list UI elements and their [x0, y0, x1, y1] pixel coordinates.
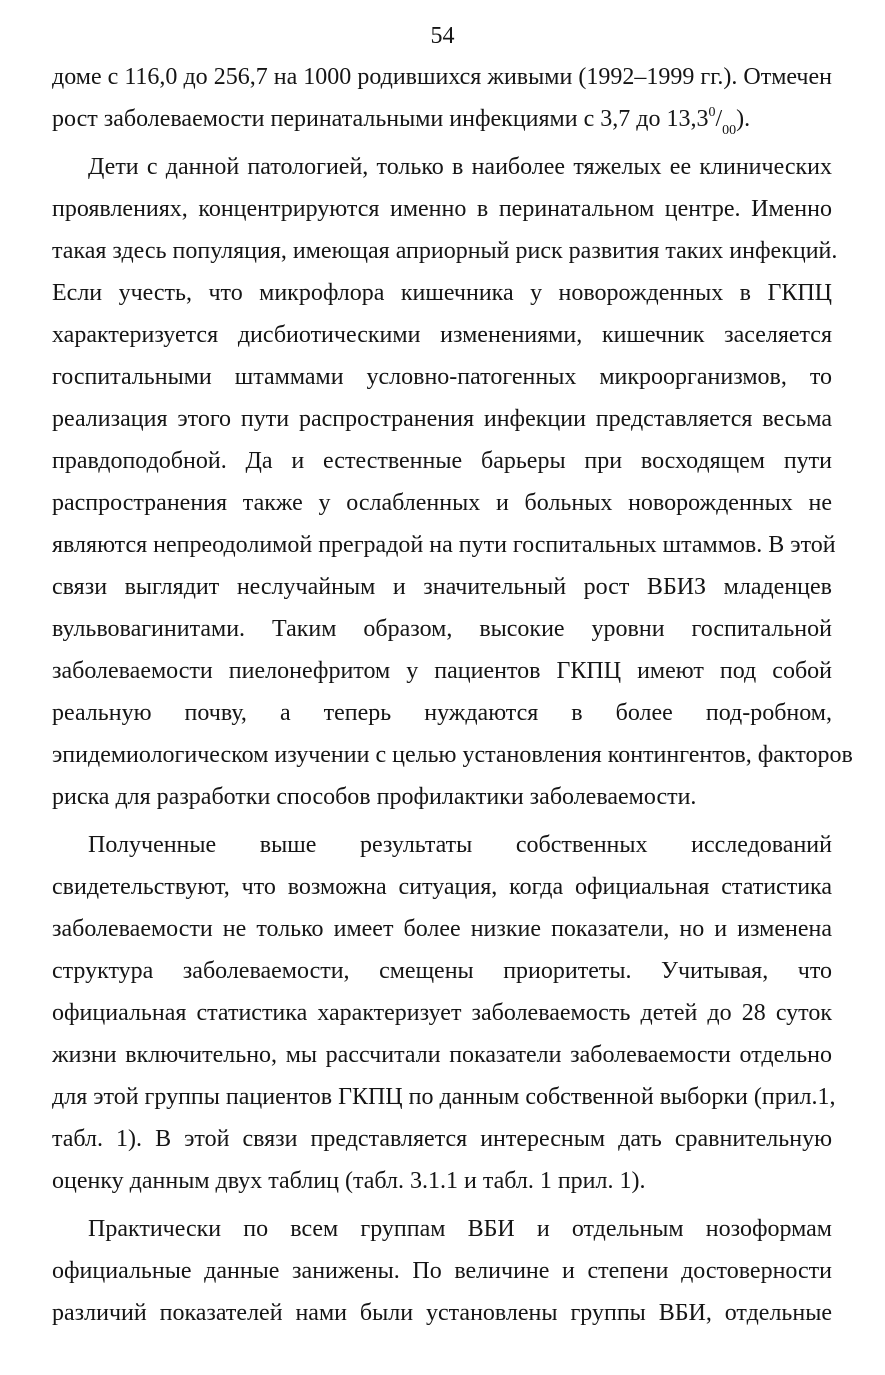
- text-line: различий показателей нами были установлены группы ВБИ, отдельные: [52, 1300, 832, 1326]
- text-line: характеризуется дисбиотическими изменениями, кишечник заселяется: [52, 322, 832, 348]
- text-line: жизни включительно, мы рассчитали показатели заболеваемости отдельно: [52, 1042, 832, 1068]
- superscript: 0: [708, 105, 716, 120]
- text-line: являются непреодолимой преградой на пути госпитальных штаммов. В этой: [52, 532, 836, 558]
- text-line: официальная статистика характеризует заболеваемость детей до 28 суток: [52, 1000, 832, 1026]
- paragraph: [52, 146, 853, 818]
- text-line: свидетельствуют, что возможна ситуация, когда официальная статистика: [52, 874, 832, 900]
- text-line: риска для разработки способов профилактики заболеваемости.: [52, 784, 697, 810]
- paragraph: [52, 1208, 832, 1334]
- text-line: распространения также у ослабленных и больных новорожденных не: [52, 490, 832, 516]
- text-line: правдоподобной. Да и естественные барьеры при восходящем пути: [52, 448, 832, 474]
- text-line: оценку данным двух таблиц (табл. 3.1.1 и табл. 1 прил. 1).: [52, 1168, 646, 1194]
- text-line: табл. 1). В этой связи представляется интересным дать сравнительную: [52, 1126, 832, 1152]
- text-line: для этой группы пациентов ГКПЦ по данным собственной выборки (прил.1,: [52, 1084, 836, 1110]
- text-line: заболеваемости не только имеет более низкие показатели, но и изменена: [52, 916, 832, 942]
- text-line: заболеваемости пиелонефритом у пациентов ГКПЦ имеют под собой: [52, 658, 832, 684]
- paragraph: [52, 98, 832, 140]
- text-line: вульвовагинитами. Таким образом, высокие уровни госпитальной: [52, 616, 832, 642]
- paragraph: [52, 824, 836, 1202]
- text-line: Если учесть, что микрофлора кишечника у новорожденных в ГКПЦ: [52, 280, 832, 306]
- text-line: структура заболеваемости, смещены приоритеты. Учитывая, что: [52, 958, 832, 984]
- paragraph: [52, 56, 832, 98]
- text-line: [52, 98, 832, 140]
- text-line: Полученные выше результаты собственных исследований: [88, 832, 832, 858]
- text-line: реализация этого пути распространения инфекции представляется весьма: [52, 406, 832, 432]
- text-line: Практически по всем группам ВБИ и отдельным нозоформам: [88, 1216, 832, 1242]
- text-line: официальные данные занижены. По величине и степени достоверности: [52, 1258, 832, 1284]
- text-run: ).: [736, 106, 751, 132]
- subscript: 00: [722, 122, 737, 138]
- text-line: госпитальными штаммами условно-патогенных микроорганизмов, то: [52, 364, 832, 390]
- body-text: [52, 56, 853, 1334]
- text-run: рост заболеваемости перинатальными инфекциями с 3,7 до 13,3: [52, 106, 709, 132]
- text-line: связи выглядит неслучайным и значительный рост ВБИЗ младенцев: [52, 574, 832, 600]
- text-line: Дети с данной патологией, только в наиболее тяжелых ее клинических: [88, 154, 832, 180]
- text-line: доме с 116,0 до 256,7 на 1000 родившихся живыми (1992–1999 гг.). Отмечен: [52, 64, 832, 90]
- text-line: такая здесь популяция, имеющая априорный риск развития таких инфекций.: [52, 238, 838, 264]
- page-number: 54: [430, 23, 455, 49]
- text-line: реальную почву, а теперь нуждаются в более под-робном,: [52, 700, 832, 726]
- text-line: проявлениях, концентрируются именно в перинатальном центре. Именно: [52, 196, 832, 222]
- slash: /: [715, 106, 723, 132]
- text-line: эпидемиологическом изучении с целью установления контингентов, факторов: [52, 742, 853, 768]
